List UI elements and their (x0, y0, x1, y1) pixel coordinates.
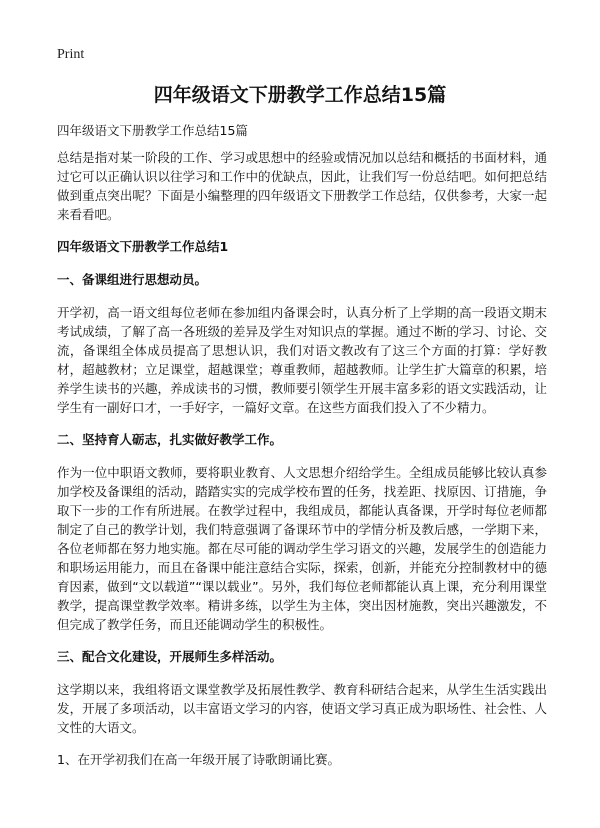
paragraph-1: 开学初，高一语文组每位老师在参加组内备课会时，认真分析了上学期的高一段语文期末考试成绩，了解了高一各班级的差异及学生对知识点的掌握。通过不断的学习、讨论、交流，备课组全体成员提高了思想认识，我们对语文教改有了这三个方面的打算：学好教材，超越教材；立足课堂，超越课堂；尊重教师，超越教师。让学生扩大篇章的积累，培养学生读书的兴趣，养成读书的习惯，教师要引领学生开展丰富多彩的语文实践活动，让学生有一副好口才，一手好字，一篇好文章。在这些方面我们投入了不少精力。 (57, 305, 547, 415)
section-title: 四年级语文下册教学工作总结1 (57, 239, 229, 254)
print-link[interactable]: Print (57, 47, 85, 62)
document-subtitle: 四年级语文下册教学工作总结15篇 (57, 123, 248, 138)
paragraph-3: 这学期以来，我组将语文课堂教学及拓展性教学、教育科研结合起来，从学生生活实践出发，开展了多项活动，以丰富语文学习的内容，使语文学习真正成为职场性、社会性、人文性的大语文。 (57, 682, 547, 735)
heading-1: 一、备课组进行思想动员。 (57, 272, 208, 287)
intro-paragraph: 总结是指对某一阶段的工作、学习或思想中的经验或情况加以总结和概括的书面材料，通过它可以正确认识以往学习和工作中的优缺点，因此，让我们写一份总结吧。如何把总结做到重点突出呢？下面是小编整理的四年级语文下册教学工作总结，仅供参考，大家一起来看看吧。 (57, 150, 547, 222)
heading-2: 二、坚持育人砺志，扎实做好教学工作。 (57, 432, 283, 447)
paragraph-4: 1、在开学初我们在高一年级开展了诗歌朗诵比赛。 (57, 752, 340, 767)
page-title: 四年级语文下册教学工作总结15篇 (153, 84, 447, 106)
paragraph-2: 作为一位中职语文教师，要将职业教育、人文思想介绍给学生。全组成员能够比较认真参加学校及备课组的活动，踏踏实实的完成学校布置的任务，找差距、找原因、订措施，争取下一步的工作有所进展。在教学过程中，我组成员，都能认真备课，开学时每位老师都制定了自己的教学计划，我们特意强调了备课环节中的学情分析及教后感，一学期下来，各位老师都在努力地实施。都在尽可能的调动学生学习语文的兴趣，发展学生的创造能力和职场运用能力，而且在备课中能注意结合实际，探索，创新，并能充分控制教材中的德育因素，做到“文以载道”“课以载业”。另外，我们每位老师都能认真上课，充分利用课堂教学，提高课堂教学效率。精讲多练，以学生为主体，突出因材施教，突出兴趣激发，不但完成了教学任务，而且还能调动学生的积极性。 (57, 465, 547, 632)
heading-3: 三、配合文化建设，开展师生多样活动。 (57, 649, 283, 664)
article-body (57, 148, 547, 782)
